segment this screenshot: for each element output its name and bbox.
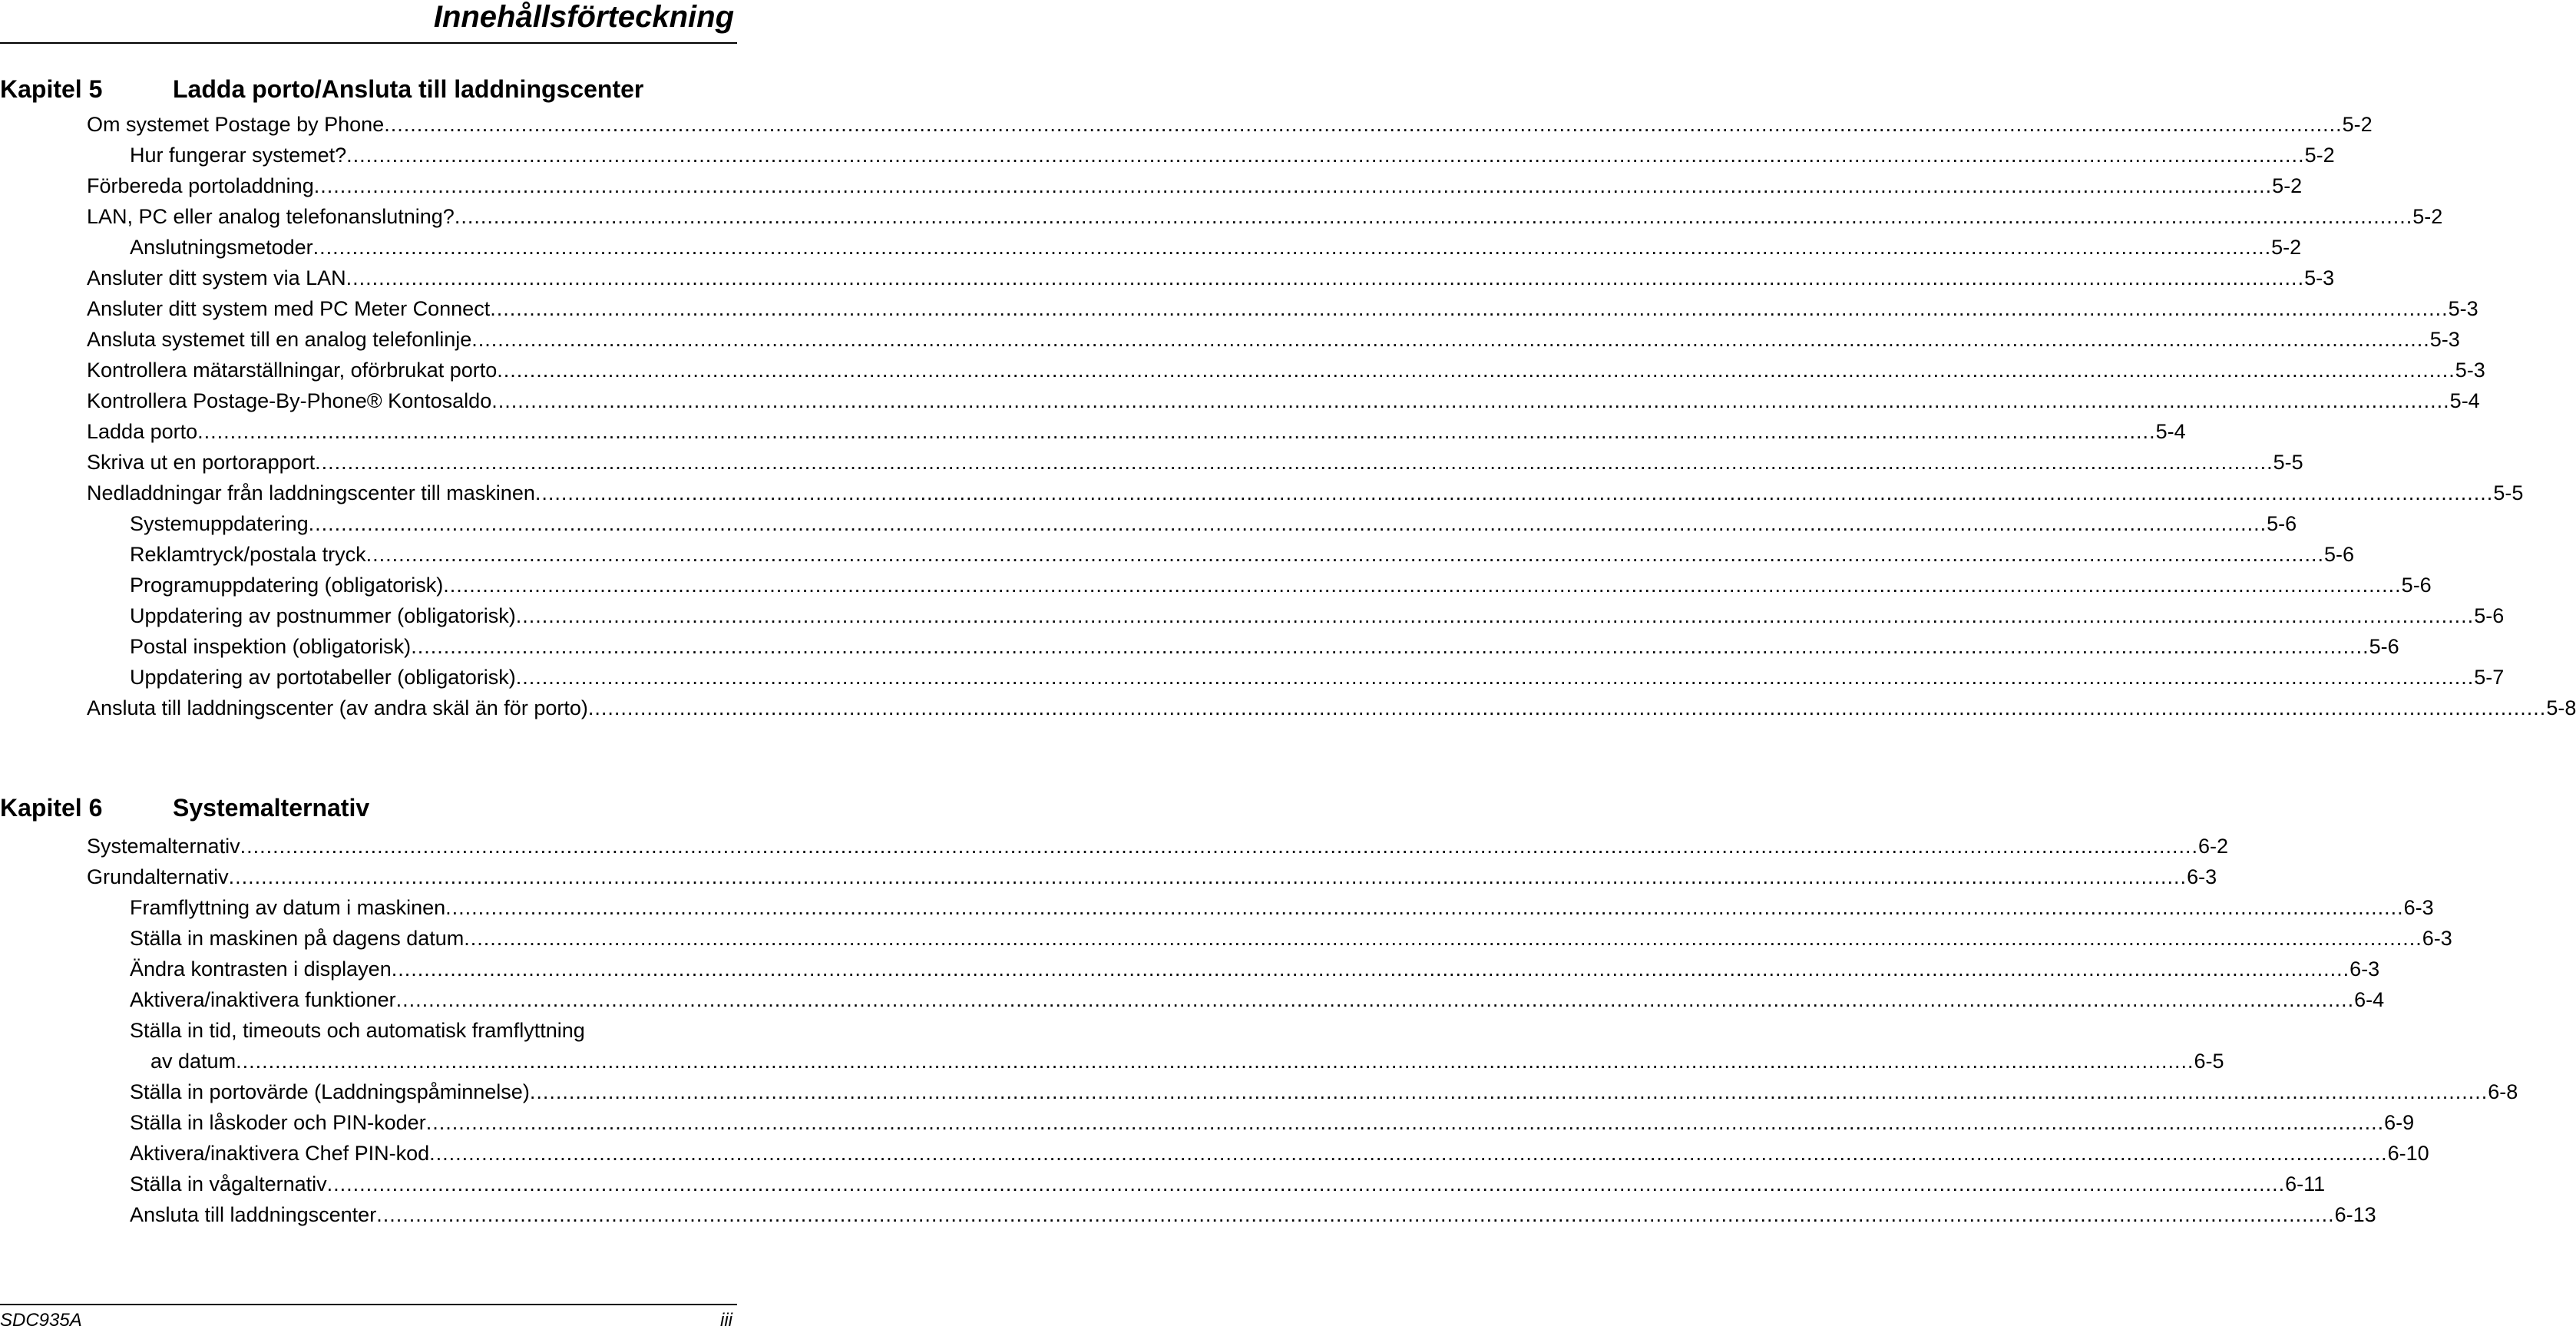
toc-entry[interactable] — [87, 200, 2443, 233]
leader-dots: ............................................................................................................................................................................................................................................................................................................ — [464, 927, 2422, 950]
toc-entry[interactable] — [130, 1136, 2429, 1170]
toc-entry-text: Aktivera/inaktivera funktioner — [130, 988, 396, 1011]
leader-dots: ............................................................................................................................................................................................................................................................................................................ — [308, 512, 2267, 535]
toc-entry-page: 6-3 — [2403, 896, 2434, 919]
toc-entry[interactable] — [130, 568, 2432, 602]
toc-entry-page: 6-3 — [2349, 957, 2380, 981]
toc-entry-text: Uppdatering av portotabeller (obligatorisk) — [130, 666, 516, 689]
page-header-title: Innehållsförteckning — [433, 0, 734, 34]
toc-entry-text: Reklamtryck/postala tryck — [130, 543, 366, 566]
toc-entry-text: Grundalternativ — [87, 865, 229, 888]
leader-dots: ............................................................................................................................................................................................................................................................................................................ — [313, 174, 2273, 197]
toc-entry-page: 5-2 — [2271, 236, 2302, 259]
toc-entry-text: Hur fungerar systemet? — [130, 144, 347, 167]
toc-entry-page: 6-4 — [2354, 988, 2385, 1011]
toc-entry-text: Systemalternativ — [87, 835, 240, 858]
toc-entry-text: Uppdatering av postnummer (obligatorisk) — [130, 604, 516, 627]
leader-dots: ............................................................................................................................................................................................................................................................................................................ — [395, 988, 2355, 1011]
leader-dots: ............................................................................................................................................................................................................................................................................................................ — [491, 389, 2450, 412]
header-rule — [0, 42, 737, 44]
toc-entry-page: 6-3 — [2422, 927, 2452, 950]
leader-dots: ............................................................................................................................................................................................................................................................................................................ — [346, 144, 2305, 167]
leader-dots: ............................................................................................................................................................................................................................................................................................................ — [376, 1203, 2335, 1226]
toc-entry-text: Förbereda portoladdning — [87, 174, 314, 197]
toc-entry-text: Om systemet Postage by Phone — [87, 113, 385, 136]
toc-entry[interactable] — [87, 476, 2524, 510]
chapter-heading-5 — [0, 72, 737, 106]
leader-dots: ............................................................................................................................................................................................................................................................................................................ — [454, 205, 2413, 228]
leader-dots: ............................................................................................................................................................................................................................................................................................................ — [587, 696, 2547, 719]
leader-dots: ............................................................................................................................................................................................................................................................................................................ — [365, 543, 2325, 566]
footer-model: SDC935A — [0, 1310, 82, 1331]
toc-entry-page: 5-3 — [2304, 266, 2335, 289]
leader-dots: ............................................................................................................................................................................................................................................................................................................ — [529, 1080, 2488, 1103]
toc-entry-page: 6-5 — [2194, 1050, 2224, 1073]
toc-entry-page: 5-6 — [2324, 543, 2355, 566]
toc-entry[interactable] — [130, 599, 2505, 633]
toc-entry-page: 6-9 — [2384, 1111, 2415, 1134]
toc-entry-page: 5-6 — [2474, 604, 2505, 627]
toc-entry[interactable] — [87, 322, 2460, 356]
toc-entry-page: 5-2 — [2342, 113, 2373, 136]
toc-entry-text: Postal inspektion (obligatorisk) — [130, 635, 412, 658]
toc-entry[interactable] — [87, 169, 2303, 203]
toc-entry[interactable] — [130, 921, 2452, 955]
toc-entry-page: 5-3 — [2448, 297, 2478, 320]
toc-entry-text: Aktivera/inaktivera Chef PIN-kod — [130, 1142, 430, 1165]
leader-dots: ............................................................................................................................................................................................................................................................................................................ — [384, 113, 2343, 136]
toc-entry-text: Kontrollera Postage-By-Phone® Kontosaldo — [87, 389, 492, 412]
toc-entry-text: Programuppdatering (obligatorisk) — [130, 574, 444, 597]
leader-dots: ............................................................................................................................................................................................................................................................................................................ — [236, 1050, 2194, 1073]
toc-entry[interactable] — [87, 691, 2576, 725]
toc-entry-page: 5-6 — [2369, 635, 2399, 658]
leader-dots: ............................................................................................................................................................................................................................................................................................................ — [515, 604, 2475, 627]
toc-entry[interactable] — [130, 230, 2302, 264]
toc-entry-page: 5-2 — [2272, 174, 2303, 197]
toc-entry-text: Ansluta systemet till en analog telefonlinje — [87, 328, 472, 351]
toc-entry-page: 5-4 — [2155, 420, 2186, 443]
chapter-number: Kapitel 6 — [0, 794, 103, 822]
toc-entry[interactable] — [130, 660, 2505, 694]
footer-page-number: iii — [720, 1310, 732, 1331]
leader-dots: ............................................................................................................................................................................................................................................................................................................ — [429, 1142, 2388, 1165]
toc-entry-page: 6-2 — [2198, 835, 2229, 858]
leader-dots: ............................................................................................................................................................................................................................................................................................................ — [471, 328, 2430, 351]
footer-rule — [0, 1304, 737, 1305]
toc-entry-text: Ställa in maskinen på dagens datum — [130, 927, 465, 950]
leader-dots: ............................................................................................................................................................................................................................................................................................................ — [515, 666, 2475, 689]
toc-entry-page: 5-8 — [2546, 696, 2576, 719]
leader-dots: ............................................................................................................................................................................................................................................................................................................ — [411, 635, 2369, 658]
leader-dots: ............................................................................................................................................................................................................................................................................................................ — [312, 236, 2272, 259]
toc-entry-text: Ställa in vågalternativ — [130, 1172, 327, 1195]
toc-entry[interactable] — [130, 891, 2434, 924]
leader-dots: ............................................................................................................................................................................................................................................................................................................ — [490, 297, 2449, 320]
toc-entry-page: 5-5 — [2493, 481, 2524, 504]
chapter-title: Systemalternativ — [173, 794, 370, 822]
toc-entry[interactable] — [87, 860, 2217, 894]
toc-entry-text: Ansluter ditt system med PC Meter Connect — [87, 297, 491, 320]
toc-entry[interactable] — [130, 138, 2335, 172]
toc-entry[interactable] — [130, 983, 2385, 1017]
toc-entry[interactable] — [87, 353, 2485, 387]
toc-entry-text: Skriva ut en portorapport — [87, 451, 316, 474]
toc-entry[interactable] — [87, 445, 2303, 479]
toc-entry-text: Nedladdningar från laddningscenter till maskinen — [87, 481, 535, 504]
leader-dots: ............................................................................................................................................................................................................................................................................................................ — [326, 1172, 2286, 1195]
leader-dots: ............................................................................................................................................................................................................................................................................................................ — [425, 1111, 2385, 1134]
toc-entry[interactable] — [130, 537, 2355, 571]
toc-entry-text: Ansluta till laddningscenter (av andra skäl än för porto) — [87, 696, 588, 719]
toc-entry[interactable] — [150, 1044, 2224, 1078]
toc-entry-text: Ansluta till laddningscenter — [130, 1203, 377, 1226]
toc-entry-text: Ställa in portovärde (Laddningspåminnelse) — [130, 1080, 530, 1103]
toc-entry-text: Ändra kontrasten i displayen — [130, 957, 392, 981]
leader-dots: ............................................................................................................................................................................................................................................................................................................ — [346, 266, 2305, 289]
toc-entry-text: Kontrollera mätarställningar, oförbrukat porto — [87, 359, 498, 382]
toc-entry-page: 5-4 — [2449, 389, 2480, 412]
toc-entry-page: 6-3 — [2187, 865, 2217, 888]
toc-entry[interactable] — [87, 415, 2186, 448]
toc-entry-page: 5-7 — [2474, 666, 2505, 689]
toc-entry-page: 5-6 — [2401, 574, 2432, 597]
leader-dots: ............................................................................................................................................................................................................................................................................................................ — [497, 359, 2455, 382]
toc-entry-text: Ställa in låskoder och PIN-koder — [130, 1111, 426, 1134]
toc-entry-wrapped-line — [130, 1014, 585, 1047]
toc-entry-text: Systemuppdatering — [130, 512, 309, 535]
leader-dots: ............................................................................................................................................................................................................................................................................................................ — [534, 481, 2494, 504]
leader-dots: ............................................................................................................................................................................................................................................................................................................ — [315, 451, 2273, 474]
toc-entry[interactable] — [87, 261, 2335, 295]
toc-entry-page: 6-10 — [2387, 1142, 2429, 1165]
toc-entry[interactable] — [130, 1198, 2376, 1232]
leader-dots: ............................................................................................................................................................................................................................................................................................................ — [240, 835, 2199, 858]
toc-entry[interactable] — [130, 1075, 2518, 1109]
leader-dots: ............................................................................................................................................................................................................................................................................................................ — [445, 896, 2404, 919]
toc-entry-page: 5-3 — [2455, 359, 2485, 382]
toc-entry-text: Ansluter ditt system via LAN — [87, 266, 346, 289]
toc-entry-text: Ladda porto — [87, 420, 198, 443]
toc-entry[interactable] — [87, 292, 2478, 326]
toc-entry-page: 5-2 — [2304, 144, 2335, 167]
toc-entry-text: Ställa in tid, timeouts och automatisk framflyttning — [130, 1019, 585, 1042]
toc-entry-text: Framflyttning av datum i maskinen — [130, 896, 446, 919]
toc-entry-page: 5-3 — [2429, 328, 2460, 351]
leader-dots: ............................................................................................................................................................................................................................................................................................................ — [228, 865, 2187, 888]
toc-entry[interactable] — [130, 507, 2297, 541]
toc-entry[interactable] — [130, 630, 2399, 663]
toc-entry[interactable] — [87, 107, 2373, 141]
toc-entry[interactable] — [87, 384, 2480, 418]
toc-entry[interactable] — [87, 829, 2229, 863]
chapter-heading-6 — [0, 791, 737, 825]
chapter-title: Ladda porto/Ansluta till laddningscenter — [173, 75, 644, 103]
toc-entry-text: LAN, PC eller analog telefonanslutning? — [87, 205, 455, 228]
toc-entry-page: 5-6 — [2267, 512, 2297, 535]
leader-dots: ............................................................................................................................................................................................................................................................................................................ — [391, 957, 2350, 981]
toc-entry-text: av datum — [150, 1050, 236, 1073]
toc-entry-text: Anslutningsmetoder — [130, 236, 313, 259]
chapter-number: Kapitel 5 — [0, 75, 103, 103]
toc-entry[interactable] — [130, 952, 2380, 986]
toc-entry[interactable] — [130, 1106, 2415, 1139]
toc-entry-page: 6-8 — [2488, 1080, 2518, 1103]
leader-dots: ............................................................................................................................................................................................................................................................................................................ — [443, 574, 2402, 597]
page-footer — [0, 1308, 737, 1333]
toc-entry-page: 6-11 — [2285, 1172, 2326, 1195]
toc-entry[interactable] — [130, 1167, 2326, 1201]
toc-entry-page: 5-2 — [2412, 205, 2443, 228]
toc-entry-page: 5-5 — [2273, 451, 2303, 474]
toc-entry-page: 6-13 — [2334, 1203, 2376, 1226]
leader-dots: ............................................................................................................................................................................................................................................................................................................ — [197, 420, 2156, 443]
